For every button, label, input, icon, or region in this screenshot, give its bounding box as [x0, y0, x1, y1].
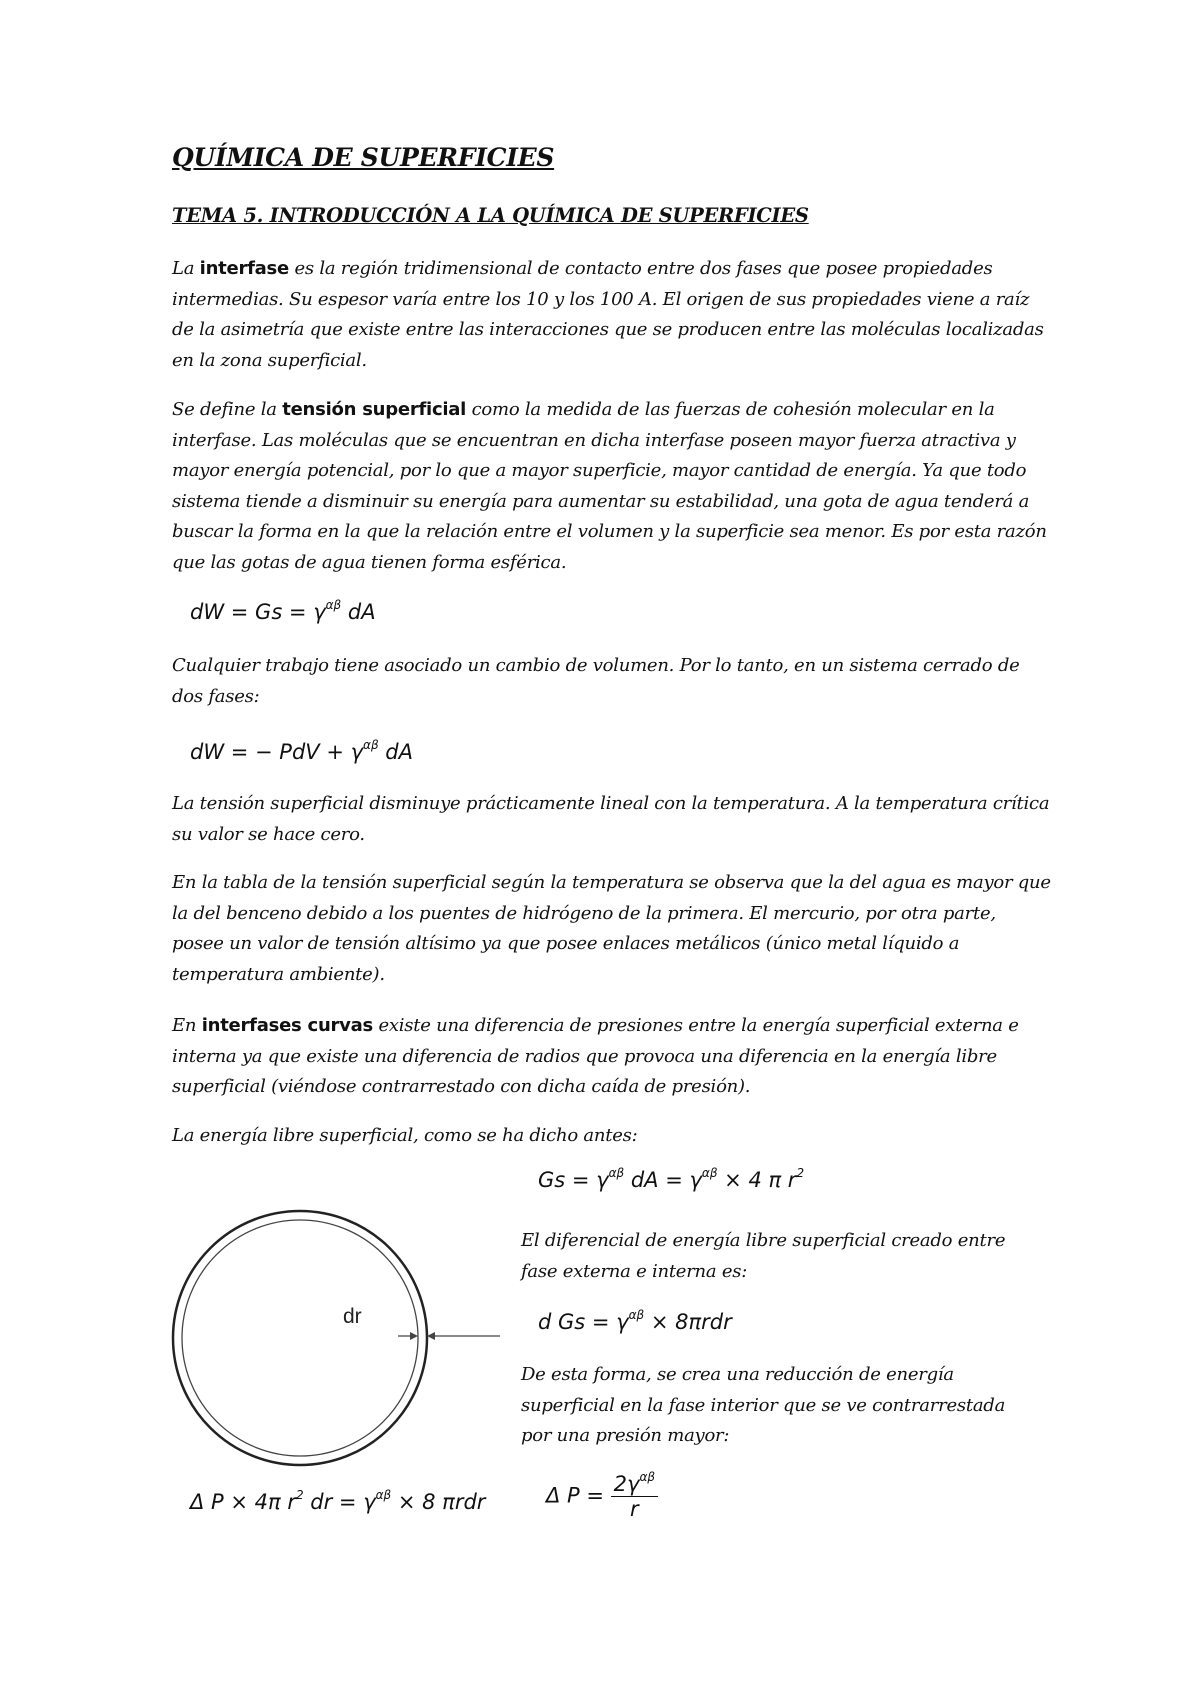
eq-sup: αβ [608, 1166, 625, 1180]
eq-part: dW = − PdV + γ [190, 740, 364, 764]
equation-dgs [538, 1310, 732, 1334]
sphere-diagram [160, 1180, 520, 1510]
eq-sup: 2 [796, 1166, 805, 1180]
paragraph-diferencial: El diferencial de energía libre superficial creado entre fase externa e interna es: [521, 1230, 1006, 1282]
eq-sup: αβ [639, 1470, 656, 1484]
equation-gs-area [538, 1168, 804, 1192]
text: En [172, 1015, 202, 1036]
text: Se define la [172, 399, 283, 420]
bold-term: tensión superficial [282, 399, 467, 420]
page-title: QUÍMICA DE SUPERFICIES [172, 143, 555, 172]
text: como la medida de las fuerzas de cohesión molecular en la interfase. Las moléculas que se encuentran en dicha interfase poseen mayor fuerza atractiva y mayor energía potencial, por lo que a mayor superficie, mayor cantidad de energía. Ya que todo sistema tiende a disminuir su energía para aumentar su estabilidad, una gota de agua tenderá a buscar la forma en la que la relación entre el volumen y la superficie sea menor. Es por esta razón que las gotas de agua tienen forma esférica. [172, 399, 1047, 573]
paragraph-interfases-curvas [172, 1011, 1052, 1103]
eq-part: dA = γ [624, 1168, 702, 1192]
fraction-numerator [611, 1472, 658, 1497]
dr-arrowhead-inner [410, 1332, 418, 1340]
outer-circle [173, 1211, 427, 1465]
text: es la región tridimensional de contacto entre dos fases que posee propiedades intermedias. Su espesor varía entre los 10 y los 100 A. El origen de sus propiedades viene a raíz de la asimetría que existe entre las interacciones que se producen entre las moléculas localizadas en la zona superficial. [172, 258, 1044, 371]
eq-part: dA [341, 600, 376, 624]
eq-part: 2γ [613, 1472, 640, 1496]
eq-part: Gs = γ [538, 1168, 609, 1192]
eq-part: Δ P × 4π r [190, 1490, 296, 1514]
paragraph-reduccion: De esta forma, se crea una reducción de energía superficial en la fase interior que se ve contrarrestada por una presión mayor: [521, 1364, 1006, 1446]
eq-part: × 4 π r [717, 1168, 797, 1192]
eq-sup: αβ [363, 738, 379, 752]
paragraph-temperatura: La tensión superficial disminuye prácticamente lineal con la temperatura. A la temperatura crítica su valor se hace cero. [172, 793, 1050, 845]
eq-sup: αβ [325, 598, 342, 612]
paragraph-tabla: En la tabla de la tensión superficial según la temperatura se observa que la del agua es mayor que la del benceno debido a los puentes de hidrógeno de la primera. El mercurio, por otra parte, posee un valor de tensión altísimo ya que posee enlaces metálicos (único metal líquido a temperatura ambiente). [172, 872, 1051, 985]
eq-part: × 8 πrdr [391, 1490, 486, 1514]
eq-part: d Gs = γ [538, 1310, 629, 1334]
eq-part: dr = γ [303, 1490, 376, 1514]
eq-sup: αβ [628, 1308, 645, 1322]
inner-circle [182, 1220, 418, 1456]
paragraph-interfase [172, 254, 1052, 376]
eq-part: dW = Gs = γ [190, 600, 326, 624]
section-title: TEMA 5. INTRODUCCIÓN A LA QUÍMICA DE SUPERFICIES [172, 204, 809, 227]
eq-part: Δ P = [546, 1483, 611, 1508]
text: existe una diferencia de presiones entre la energía superficial externa e interna ya que existe una diferencia de radios que provoca una diferencia en la energía libre superficial (viéndose contrarrestado con dicha caída de presión). [172, 1015, 1019, 1097]
bold-term: interfases curvas [201, 1015, 373, 1036]
text: La [172, 258, 200, 279]
paragraph-tension [172, 395, 1052, 578]
paragraph-energia-libre: La energía libre superficial, como se ha dicho antes: [172, 1125, 638, 1146]
eq-sup: αβ [701, 1166, 718, 1180]
eq-sup: αβ [375, 1488, 392, 1502]
eq-part: × 8πrdr [644, 1310, 732, 1334]
equation-dw-gs [190, 600, 376, 624]
equation-dw-pdv [190, 740, 413, 764]
fraction-denominator: r [630, 1497, 639, 1521]
equation-balance [190, 1490, 485, 1514]
dr-label: dr [343, 1305, 362, 1328]
fraction [611, 1472, 658, 1521]
paragraph-trabajo: Cualquier trabajo tiene asociado un cambio de volumen. Por lo tanto, en un sistema cerrado de dos fases: [172, 655, 1020, 707]
eq-sup: 2 [295, 1488, 304, 1502]
eq-part: dA [378, 740, 413, 764]
bold-term: interfase [199, 258, 289, 279]
equation-laplace [546, 1472, 658, 1521]
